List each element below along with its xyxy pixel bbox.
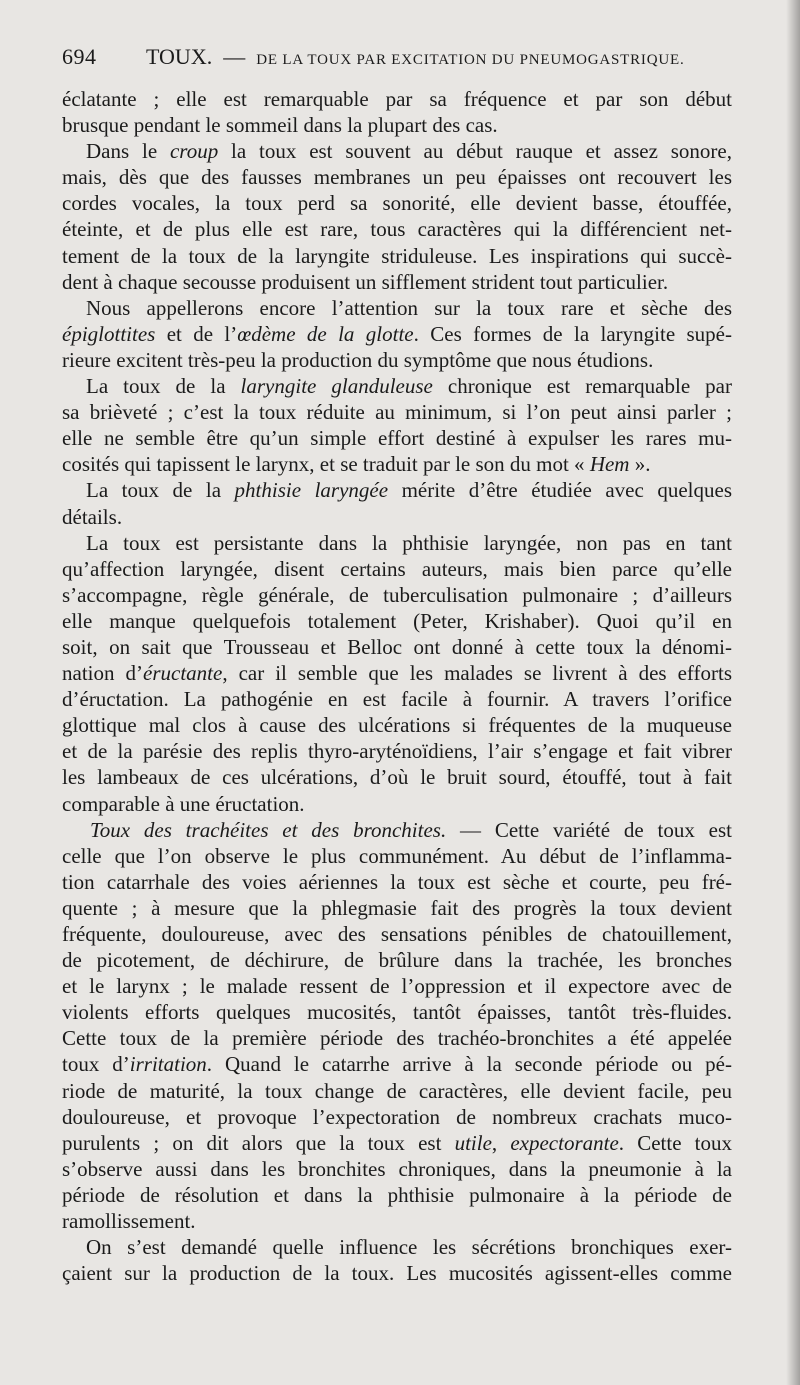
text-line: celle que l’on observe le plus communément. Au début de l’inflamma- [62, 843, 732, 868]
text-line: tement de la toux de la laryngite striduleuse. Les inspirations qui succè- [62, 243, 732, 268]
body-text [62, 86, 732, 1286]
text-line: d’éructation. La pathogénie en est facile à fournir. A travers l’orifice [62, 687, 732, 712]
text-line: La toux de la laryngite glanduleuse chronique est remarquable par [86, 374, 732, 399]
page-number: 694 [62, 44, 97, 69]
text-line: ramollissement. [62, 1209, 196, 1234]
text-line: détails. [62, 504, 123, 529]
running-header [62, 44, 732, 78]
text-line: dent à chaque secousse produisent un sifflement strident tout particulier. [62, 269, 669, 294]
text-line: épiglottites et de l’œdème de la glotte. Ces formes de la laryngite supé- [62, 321, 733, 346]
text-line: purulents ; on dit alors que la toux est utile, expectorante. Cette toux [62, 1130, 733, 1155]
text-line: sa brièveté ; c’est la toux réduite au minimum, si l’on peut ainsi parler ; [62, 400, 732, 425]
text-line: On s’est demandé quelle influence les sécrétions bronchiques exer- [86, 1235, 732, 1260]
section-title: TOUX. [146, 44, 213, 69]
text-line: période de résolution et dans la phthisie pulmonaire à la période de [62, 1182, 732, 1207]
text-line: glottique mal clos à cause des ulcérations si fréquentes de la muqueuse [62, 713, 732, 738]
text-line: tion catarrhale des voies aériennes la toux est sèche et courte, peu fré- [62, 869, 732, 894]
text-line: violents efforts quelques mucosités, tantôt épaisses, tantôt très-fluides. [62, 1000, 732, 1025]
text-line: toux d’irritation. Quand le catarrhe arrive à la seconde période ou pé- [62, 1052, 732, 1077]
section-subtitle: DE LA TOUX PAR EXCITATION DU PNEUMOGASTRIQUE. [256, 52, 685, 68]
text-line: çaient sur la production de la toux. Les mucosités agissent-elles comme [62, 1261, 732, 1286]
text-line: La toux est persistante dans la phthisie laryngée, non pas en tant [86, 530, 732, 555]
text-line: quente ; à mesure que la phlegmasie fait des progrès la toux devient [62, 895, 732, 920]
title-dash: — [223, 44, 246, 69]
text-line: les lambeaux de ces ulcérations, d’où le bruit sourd, étouffé, tout à fait [62, 765, 732, 790]
text-line: riode de maturité, la toux change de caractères, elle devient facile, peu [62, 1078, 732, 1103]
text-line: comparable à une éructation. [62, 791, 305, 816]
text-line: nation d’éructante, car il semble que les malades se livrent à des efforts [62, 661, 732, 686]
text-line: douloureuse, et provoque l’expectoration de nombreux crachats muco- [62, 1104, 732, 1129]
text-line: et de la parésie des replis thyro-aryténoïdiens, l’air s’engage et fait vibrer [62, 739, 732, 764]
text-line: elle manque quelquefois totalement (Peter, Krishaber). Quoi qu’il en [62, 608, 732, 633]
text-line: et le larynx ; le malade ressent de l’oppression et il expectore avec de [62, 974, 732, 999]
text-line: Dans le croup la toux est souvent au début rauque et assez sonore, [86, 139, 732, 164]
text-line: éteinte, et de plus elle est rare, tous caractères qui la différencient net- [62, 217, 732, 242]
running-title [146, 44, 685, 70]
text-line: brusque pendant le sommeil dans la plupart des cas. [62, 113, 498, 138]
text-line: éclatante ; elle est remarquable par sa fréquence et par son début [62, 87, 732, 111]
text-line: Toux des trachéites et des bronchites. — Cette variété de toux est [90, 817, 732, 842]
text-line: Nous appellerons encore l’attention sur la toux rare et sèche des [86, 295, 732, 320]
text-line: s’observe aussi dans les bronchites chroniques, dans la pneumonie à la [62, 1156, 732, 1181]
text-line: cosités qui tapissent le larynx, et se traduit par le son du mot « Hem ». [62, 452, 651, 477]
text-line: cordes vocales, la toux perd sa sonorité, elle devient basse, étouffée, [62, 191, 732, 216]
text-line: rieure excitent très-peu la production du symptôme que nous étudions. [62, 347, 654, 372]
text-line: qu’affection laryngée, disent certains auteurs, mais bien parce qu’elle [62, 556, 732, 581]
text-line: soit, on sait que Trousseau et Belloc ont donné à cette toux la dénomi- [62, 634, 732, 659]
text-line: s’accompagne, règle générale, de tuberculisation pulmonaire ; d’ailleurs [62, 582, 732, 607]
text-line: elle ne semble être qu’un simple effort destiné à expulser les rares mu- [62, 426, 732, 451]
text-line: mais, dès que des fausses membranes un peu épaisses ont recouvert les [62, 165, 732, 190]
text-line: Cette toux de la première période des trachéo-bronchites a été appelée [62, 1026, 732, 1051]
text-line: La toux de la phthisie laryngée mérite d’être étudiée avec quelques [86, 478, 732, 503]
text-line: de picotement, de déchirure, de brûlure dans la trachée, les bronches [62, 948, 732, 973]
text-line: fréquente, douloureuse, avec des sensations pénibles de chatouillement, [62, 922, 732, 946]
